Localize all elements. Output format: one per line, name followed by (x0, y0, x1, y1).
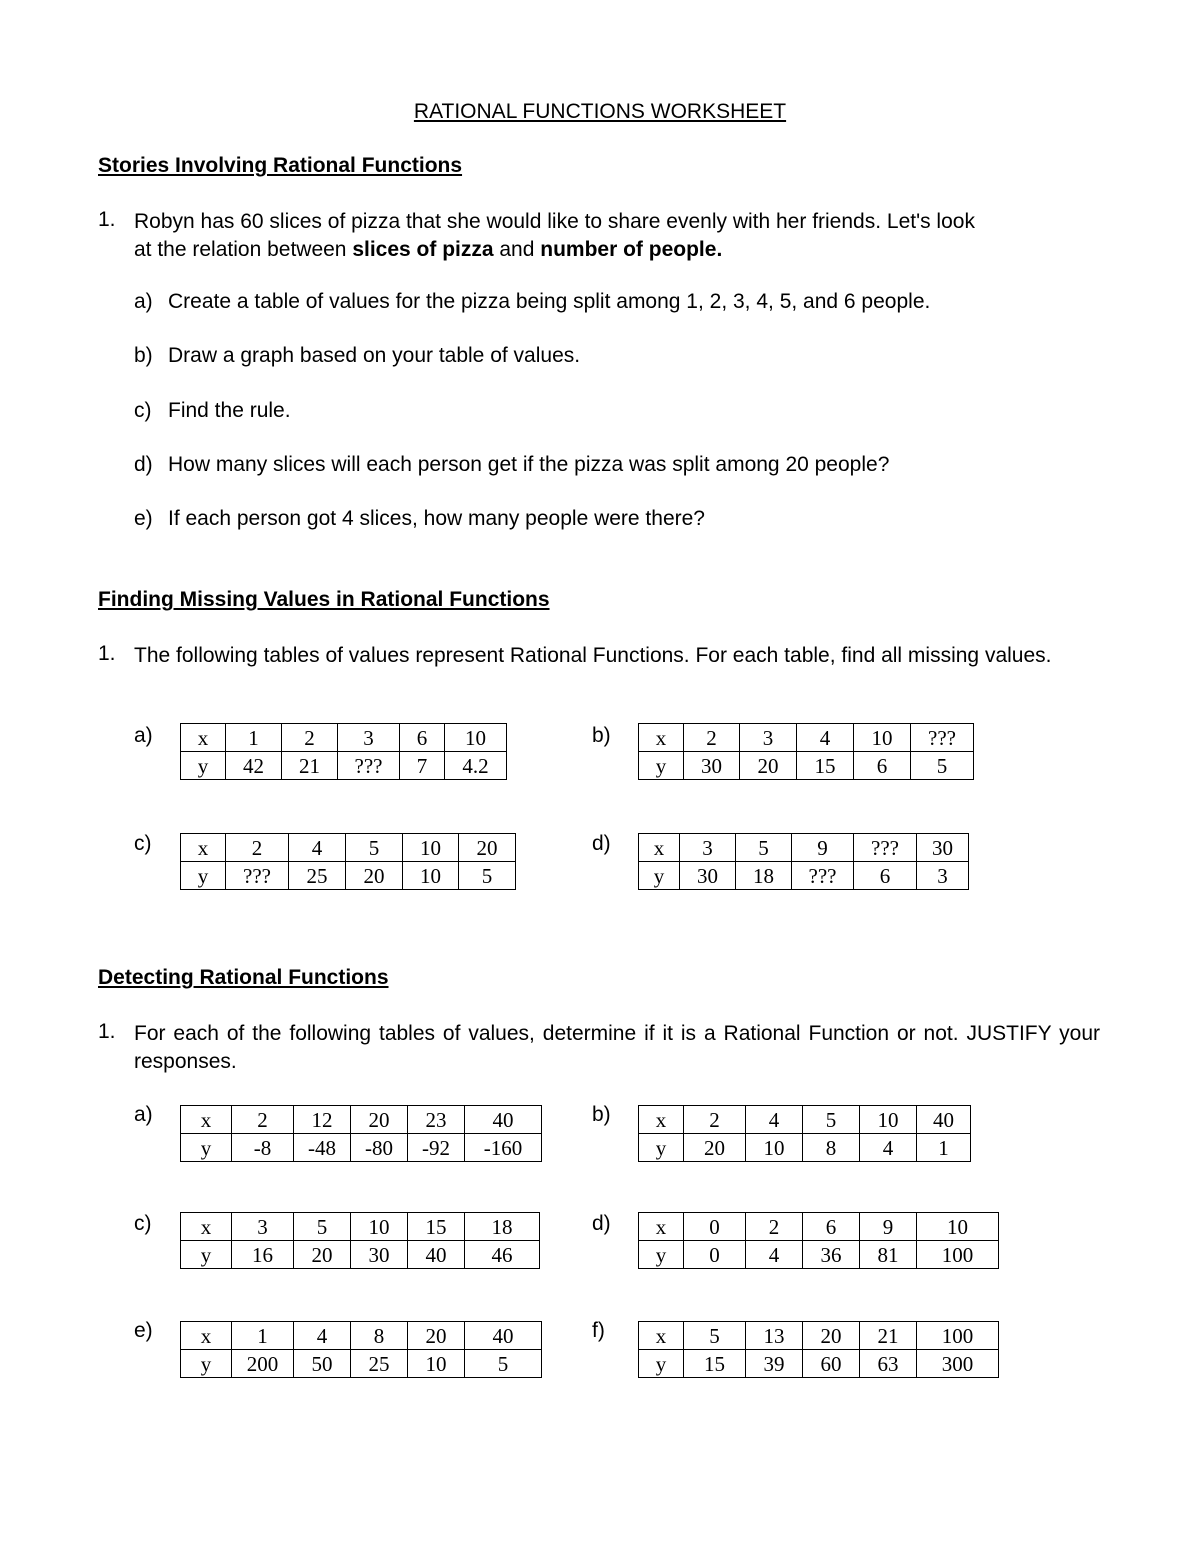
table-label: e) (134, 1319, 153, 1342)
sub-question-text: Draw a graph based on your table of values. (168, 344, 581, 367)
values-table-e (180, 1321, 542, 1378)
y-value-cell: 1 (917, 1134, 971, 1162)
y-value-cell: 10 (408, 1350, 465, 1378)
y-value-cell: -160 (465, 1134, 542, 1162)
y-header-cell: y (181, 1350, 232, 1378)
question-line-2-mid: and (493, 238, 541, 261)
x-header-cell: x (639, 1106, 684, 1134)
y-value-cell: 18 (736, 862, 792, 890)
x-row (639, 834, 969, 862)
y-value-cell: 20 (346, 862, 403, 890)
y-value-cell: 39 (746, 1350, 803, 1378)
x-value-cell: 4 (289, 834, 346, 862)
x-value-cell: 20 (408, 1322, 465, 1350)
x-row (181, 724, 507, 752)
y-value-cell: 21 (282, 752, 338, 780)
x-value-cell: ??? (854, 834, 917, 862)
x-header-cell: x (639, 1322, 684, 1350)
y-value-cell: 15 (797, 752, 854, 780)
page-title: RATIONAL FUNCTIONS WORKSHEET (413, 100, 787, 123)
bold-slices-of-pizza: slices of pizza (352, 238, 494, 261)
section-heading-missing-values: Finding Missing Values in Rational Functions (98, 588, 550, 611)
x-header-cell: x (639, 724, 684, 752)
values-table-c (180, 1212, 540, 1269)
y-value-cell: 5 (911, 752, 974, 780)
y-value-cell: 25 (351, 1350, 408, 1378)
y-value-cell: -8 (232, 1134, 294, 1162)
x-value-cell: 2 (226, 834, 289, 862)
x-value-cell: 10 (860, 1106, 917, 1134)
y-value-cell: 6 (854, 862, 917, 890)
sub-question-c (134, 399, 291, 423)
bold-number-of-people: number of people. (540, 238, 723, 261)
section-heading-detecting: Detecting Rational Functions (98, 966, 389, 989)
x-header-cell: x (639, 834, 680, 862)
y-value-cell: 4 (860, 1134, 917, 1162)
x-value-cell: 5 (803, 1106, 860, 1134)
y-value-cell: 200 (232, 1350, 294, 1378)
y-value-cell: -48 (294, 1134, 351, 1162)
y-value-cell: ??? (792, 862, 854, 890)
table-label: c) (134, 832, 152, 855)
x-value-cell: 20 (351, 1106, 408, 1134)
x-value-cell: 2 (746, 1213, 803, 1241)
values-table-d (638, 1212, 999, 1269)
x-value-cell: 15 (408, 1213, 465, 1241)
table-label: f) (592, 1319, 605, 1342)
x-row (639, 724, 974, 752)
sub-question-b (134, 344, 580, 368)
values-table-c (180, 833, 516, 890)
y-value-cell: 300 (917, 1350, 999, 1378)
x-value-cell: 5 (736, 834, 792, 862)
values-table-d (638, 833, 969, 890)
y-value-cell: 7 (400, 752, 445, 780)
y-row (181, 862, 516, 890)
question-text: The following tables of values represent Rational Functions. For each table, find all missing values. (134, 644, 1052, 667)
x-value-cell: 1 (232, 1322, 294, 1350)
x-value-cell: 30 (917, 834, 969, 862)
y-value-cell: ??? (226, 862, 289, 890)
sub-question-text: Create a table of values for the pizza being split among 1, 2, 3, 4, 5, and 6 people. (168, 290, 931, 313)
question-text: For each of the following tables of values, determine if it is a Rational Function or not. JUSTIFY your responses. (134, 1022, 1100, 1073)
x-value-cell: 4 (746, 1106, 803, 1134)
table-label: d) (592, 832, 611, 855)
y-row (181, 1350, 542, 1378)
x-value-cell: 2 (684, 1106, 746, 1134)
y-value-cell: 50 (294, 1350, 351, 1378)
y-row (639, 752, 974, 780)
y-header-cell: y (639, 1350, 684, 1378)
sub-question-label: b) (134, 344, 153, 367)
y-value-cell: 46 (465, 1241, 540, 1269)
x-value-cell: 13 (746, 1322, 803, 1350)
x-value-cell: 3 (680, 834, 736, 862)
y-row (181, 752, 507, 780)
x-value-cell: 10 (917, 1213, 999, 1241)
y-value-cell: 6 (854, 752, 911, 780)
y-header-cell: y (639, 752, 684, 780)
x-value-cell: 23 (408, 1106, 465, 1134)
x-header-cell: x (181, 1322, 232, 1350)
table-label: c) (134, 1212, 152, 1235)
y-value-cell: 30 (680, 862, 736, 890)
y-value-cell: 5 (459, 862, 516, 890)
question-number: 1. (98, 1020, 116, 1043)
values-table-f (638, 1321, 999, 1378)
y-value-cell: 5 (465, 1350, 542, 1378)
x-value-cell: 20 (803, 1322, 860, 1350)
y-value-cell: 25 (289, 862, 346, 890)
y-value-cell: 42 (226, 752, 282, 780)
y-value-cell: 8 (803, 1134, 860, 1162)
table-label: b) (592, 1103, 611, 1126)
x-value-cell: 0 (684, 1213, 746, 1241)
x-row (181, 1213, 540, 1241)
y-header-cell: y (181, 752, 226, 780)
y-value-cell: 30 (351, 1241, 408, 1269)
x-value-cell: 5 (684, 1322, 746, 1350)
values-table-a (180, 1105, 542, 1162)
y-value-cell: 4 (746, 1241, 803, 1269)
x-value-cell: 4 (797, 724, 854, 752)
sub-question-text: How many slices will each person get if the pizza was split among 20 people? (168, 453, 890, 476)
x-value-cell: 40 (465, 1322, 542, 1350)
x-value-cell: ??? (911, 724, 974, 752)
x-value-cell: 3 (232, 1213, 294, 1241)
y-header-cell: y (181, 1134, 232, 1162)
x-row (181, 1106, 542, 1134)
x-value-cell: 10 (445, 724, 507, 752)
y-value-cell: 20 (740, 752, 797, 780)
table-label: b) (592, 724, 611, 747)
sub-question-text: Find the rule. (168, 399, 291, 422)
y-value-cell: 100 (917, 1241, 999, 1269)
x-row (181, 834, 516, 862)
question-line-2-pre: at the relation between (134, 238, 353, 261)
values-table-a (180, 723, 507, 780)
x-value-cell: 20 (459, 834, 516, 862)
y-row (639, 1134, 971, 1162)
x-row (639, 1213, 999, 1241)
y-value-cell: 15 (684, 1350, 746, 1378)
x-header-cell: x (181, 1213, 232, 1241)
table-label: a) (134, 1103, 153, 1126)
y-value-cell: 20 (684, 1134, 746, 1162)
x-value-cell: 10 (854, 724, 911, 752)
y-value-cell: 10 (746, 1134, 803, 1162)
x-value-cell: 10 (351, 1213, 408, 1241)
question-line-2 (134, 236, 1100, 264)
x-value-cell: 5 (294, 1213, 351, 1241)
x-value-cell: 3 (338, 724, 400, 752)
y-value-cell: 16 (232, 1241, 294, 1269)
y-value-cell: 36 (803, 1241, 860, 1269)
sub-question-label: a) (134, 290, 153, 313)
y-value-cell: 3 (917, 862, 969, 890)
x-value-cell: 9 (860, 1213, 917, 1241)
y-value-cell: ??? (338, 752, 400, 780)
y-row (639, 1241, 999, 1269)
y-row (639, 862, 969, 890)
x-value-cell: 2 (282, 724, 338, 752)
x-header-cell: x (181, 834, 226, 862)
sub-question-label: d) (134, 453, 153, 476)
table-label: d) (592, 1212, 611, 1235)
y-value-cell: 4.2 (445, 752, 507, 780)
y-row (181, 1134, 542, 1162)
y-header-cell: y (639, 1241, 684, 1269)
y-value-cell: 60 (803, 1350, 860, 1378)
table-label: a) (134, 724, 153, 747)
x-row (639, 1106, 971, 1134)
y-value-cell: 10 (403, 862, 459, 890)
x-value-cell: 18 (465, 1213, 540, 1241)
x-value-cell: 6 (803, 1213, 860, 1241)
y-header-cell: y (181, 862, 226, 890)
question-number: 1. (98, 208, 116, 231)
sub-question-e (134, 507, 705, 531)
x-header-cell: x (639, 1213, 684, 1241)
y-row (181, 1241, 540, 1269)
x-row (639, 1322, 999, 1350)
x-value-cell: 4 (294, 1322, 351, 1350)
y-value-cell: 63 (860, 1350, 917, 1378)
x-value-cell: 9 (792, 834, 854, 862)
y-value-cell: 81 (860, 1241, 917, 1269)
question-text (134, 208, 1100, 264)
y-value-cell: 40 (408, 1241, 465, 1269)
x-value-cell: 3 (740, 724, 797, 752)
y-value-cell: -92 (408, 1134, 465, 1162)
x-value-cell: 100 (917, 1322, 999, 1350)
y-value-cell: 30 (684, 752, 740, 780)
y-row (639, 1350, 999, 1378)
question-number: 1. (98, 642, 116, 665)
x-value-cell: 5 (346, 834, 403, 862)
y-value-cell: 20 (294, 1241, 351, 1269)
x-value-cell: 8 (351, 1322, 408, 1350)
y-value-cell: 0 (684, 1241, 746, 1269)
x-row (181, 1322, 542, 1350)
x-value-cell: 6 (400, 724, 445, 752)
x-value-cell: 1 (226, 724, 282, 752)
x-header-cell: x (181, 1106, 232, 1134)
question-line-1: Robyn has 60 slices of pizza that she would like to share evenly with her friends. Let's look (134, 210, 975, 233)
sub-question-a (134, 290, 930, 314)
sub-question-label: e) (134, 507, 153, 530)
values-table-b (638, 723, 974, 780)
x-value-cell: 40 (465, 1106, 542, 1134)
section-heading-stories: Stories Involving Rational Functions (98, 154, 463, 177)
sub-question-text: If each person got 4 slices, how many people were there? (168, 507, 705, 530)
x-value-cell: 40 (917, 1106, 971, 1134)
y-header-cell: y (639, 1134, 684, 1162)
x-value-cell: 21 (860, 1322, 917, 1350)
sub-question-d (134, 453, 889, 477)
sub-question-label: c) (134, 399, 152, 422)
y-header-cell: y (639, 862, 680, 890)
values-table-b (638, 1105, 971, 1162)
x-value-cell: 2 (684, 724, 740, 752)
x-value-cell: 10 (403, 834, 459, 862)
x-value-cell: 2 (232, 1106, 294, 1134)
y-header-cell: y (181, 1241, 232, 1269)
x-value-cell: 12 (294, 1106, 351, 1134)
y-value-cell: -80 (351, 1134, 408, 1162)
x-header-cell: x (181, 724, 226, 752)
